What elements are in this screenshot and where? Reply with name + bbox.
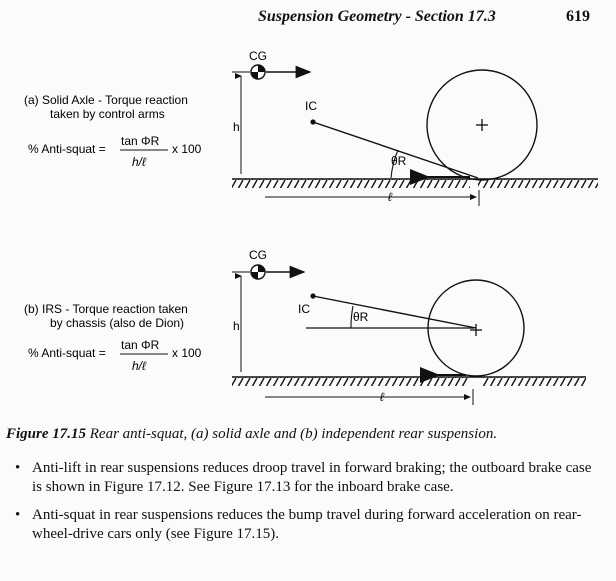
bullet-list [6, 459, 604, 553]
figure-caption-text: Rear anti-squat, (a) solid axle and (b) independent rear suspension. [89, 426, 498, 442]
diagram-a-label-line1: (a) Solid Axle - Torque reaction [24, 93, 188, 107]
list-item-text: Anti-squat in rear suspensions reduces the bump travel during forward acceleration on rear-wheel-drive cars only (see Figure 17.15). [32, 507, 582, 542]
diagram-a-formula-prefix: % Anti-squat = [28, 142, 106, 156]
list-item-text: Anti-lift in rear suspensions reduces droop travel in forward braking; the outboard brake case is shown in Figure 17.12. See Figure 17.13 for the inboard brake case. [32, 460, 592, 495]
diagram-a-cg-symbol [251, 65, 265, 79]
diagram-a-ground-hatch-left [232, 179, 470, 188]
diagram-a-formula-numerator: tan ΦR [121, 134, 160, 148]
figure-caption-number: Figure 17.15 [6, 426, 87, 442]
diagram-b-ground-hatch-right [482, 377, 586, 386]
diagram-b-cg-label: CG [249, 248, 267, 262]
diagram-b-formula-prefix: % Anti-squat = [28, 346, 106, 360]
list-item: • Anti-lift in rear suspensions reduces droop travel in forward braking; the outboard brake case is shown in Figure 17.12. See Figure 17.13 for the inboard brake case. [15, 460, 592, 495]
diagram-b-h-label: h [233, 319, 240, 333]
diagram-b-ic-label: IC [298, 302, 310, 316]
diagram-b [24, 248, 586, 405]
figure-caption [6, 426, 611, 443]
diagram-a-formula-suffix: x 100 [172, 142, 202, 156]
diagram-a [24, 49, 598, 206]
page-number: 619 [566, 8, 590, 25]
diagram-a-h-label: h [233, 120, 240, 134]
diagram-a-angle-label: θR [391, 154, 407, 168]
diagram-a-cg-label: CG [249, 49, 267, 63]
diagram-b-length-label: ℓ [380, 390, 384, 404]
running-header-title: Suspension Geometry - Section 17.3 [258, 8, 496, 25]
diagram-b-ic-line [313, 296, 476, 328]
diagram-a-label-line2: taken by control arms [50, 107, 165, 121]
diagram-a-formula-denominator: h/ℓ [132, 155, 146, 169]
diagram-b-label-line1: (b) IRS - Torque reaction taken [24, 302, 188, 316]
list-item: • Anti-squat in rear suspensions reduces the bump travel during forward acceleration on rear-wheel-drive cars only (see Figure 17.15). [15, 507, 582, 542]
diagram-a-length-label: ℓ [388, 190, 392, 204]
diagram-a-ic-label: IC [305, 99, 317, 113]
diagram-b-ground-hatch-left [232, 377, 468, 386]
diagram-b-formula-suffix: x 100 [172, 346, 202, 360]
diagram-a-ic-line [313, 122, 478, 178]
diagram-a-ground-hatch-right [478, 179, 598, 188]
diagram-b-angle-label: θR [353, 310, 369, 324]
diagram-b-formula-denominator: h/ℓ [132, 359, 146, 373]
diagram-b-formula-numerator: tan ΦR [121, 338, 160, 352]
diagram-b-label-line2: by chassis (also de Dion) [50, 316, 185, 330]
diagram-b-cg-symbol [251, 265, 265, 279]
